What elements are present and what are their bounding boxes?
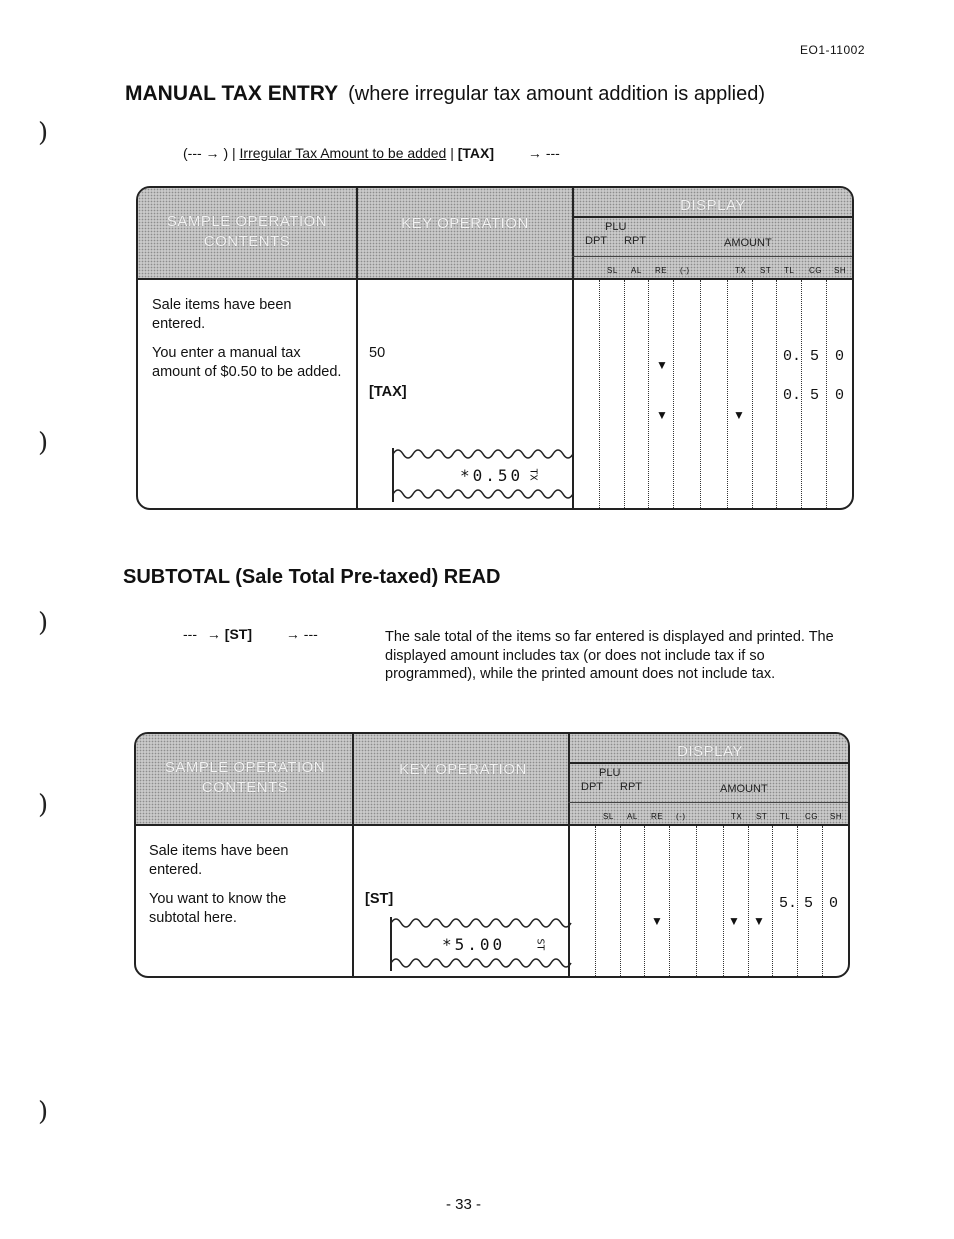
header-display: DISPLAY (677, 743, 743, 760)
display-digit: 5 (804, 895, 814, 912)
display-guide (599, 280, 600, 508)
section-title-manual-tax (125, 82, 765, 106)
display-guide (723, 826, 724, 976)
indicator-label: SH (834, 266, 847, 275)
display-guide (822, 826, 823, 976)
binder-mark: ) (38, 428, 49, 458)
label-rpt: RPT (624, 235, 646, 247)
indicator-label: TX (731, 812, 743, 821)
display-guide (624, 280, 625, 508)
seq-start: --- (183, 626, 197, 642)
display-guide (727, 280, 728, 508)
indicator-triangle: ▼ (656, 408, 668, 422)
receipt-amount: *0.50 (460, 466, 524, 485)
indicator-label: SL (603, 812, 614, 821)
header-sample-operation: SAMPLE OPERATION CONTENTS (164, 759, 326, 796)
column-divider (352, 734, 354, 976)
seq-end: --- (545, 145, 560, 161)
binder-mark: ) (38, 118, 49, 148)
display-guide (776, 280, 777, 508)
indicator-label: CG (809, 266, 822, 275)
seq-bar: | (232, 145, 236, 161)
display-digit: 0 (835, 387, 845, 404)
indicator-label: RE (655, 266, 668, 275)
receipt-amount: *5.00 (442, 935, 506, 954)
header-sample-operation: SAMPLE OPERATION CONTENTS (166, 213, 328, 250)
display-divider (572, 216, 852, 218)
contents-text: You want to know the subtotal here. (149, 891, 287, 926)
receipt-symbol: ST (534, 938, 546, 951)
indicator-label: (-) (680, 266, 690, 275)
display-digit: 0 (829, 895, 839, 912)
receipt-symbol: TX (527, 468, 539, 481)
contents-text: You enter a manual tax amount of $0.50 to be added. (152, 345, 342, 380)
label-plu: PLU (605, 221, 627, 233)
section-title-text: MANUAL TAX ENTRY (125, 82, 339, 105)
header-display: DISPLAY (680, 197, 746, 214)
display-guide (648, 280, 649, 508)
label-amount: AMOUNT (720, 783, 768, 795)
seq-item: Irregular Tax Amount to be added (239, 145, 447, 161)
key-entry-50: 50 (369, 345, 386, 361)
section-title-subtotal: SUBTOTAL (Sale Total Pre-taxed) READ (123, 566, 501, 588)
seq-end: --- (303, 626, 318, 642)
indicator-label: AL (631, 266, 642, 275)
page-number: - 33 - (446, 1196, 482, 1213)
display-divider (568, 802, 848, 803)
display-digit: 5. (779, 895, 798, 912)
seq-key-st: [ST] (224, 626, 252, 642)
display-guide (772, 826, 773, 976)
indicator-label: ST (760, 266, 772, 275)
binder-mark: ) (38, 1097, 49, 1127)
display-guide (700, 280, 701, 508)
seq-close: ) (223, 145, 229, 161)
indicator-label: SH (830, 812, 843, 821)
indicator-triangle: ▼ (728, 914, 740, 928)
document-code: EO1-11002 (800, 43, 865, 57)
display-guide (595, 826, 596, 976)
display-guide (644, 826, 645, 976)
section-subtitle: (where irregular tax amount addition is applied) (348, 83, 765, 105)
column-divider (356, 188, 358, 508)
display-divider (568, 762, 848, 764)
key-sequence-tax (183, 145, 560, 161)
contents-text: Sale items have been entered. (149, 843, 289, 878)
seq-bar: | (450, 145, 454, 161)
display-guide (620, 826, 621, 976)
binder-mark: ) (38, 608, 49, 638)
binder-mark: ) (38, 790, 49, 820)
display-divider (572, 256, 852, 257)
display-digit: 5 (810, 348, 820, 365)
display-digit: 0. (783, 348, 802, 365)
display-guide (669, 826, 670, 976)
display-guide (797, 826, 798, 976)
operation-table-subtotal (134, 732, 850, 978)
key-entry-st: [ST] (365, 891, 394, 907)
contents-text: Sale items have been entered. (152, 297, 292, 332)
indicator-triangle: ▼ (733, 408, 745, 422)
indicator-label: ST (756, 812, 768, 821)
display-guide (748, 826, 749, 976)
display-guide (826, 280, 827, 508)
subtotal-description: The sale total of the items so far entered is displayed and printed. The displayed amount includes tax (or does not include tax if so programmed), while the printed amount does not include tax. (385, 629, 834, 682)
label-amount: AMOUNT (724, 237, 772, 249)
label-rpt: RPT (620, 781, 642, 793)
display-guide (801, 280, 802, 508)
indicator-label: SL (607, 266, 618, 275)
seq-key-tax: [TAX] (457, 145, 495, 161)
arrow-right-icon: → (205, 145, 220, 161)
arrow-right-icon: → (285, 626, 300, 642)
indicator-triangle: ▼ (656, 358, 668, 372)
indicator-label: TL (784, 266, 795, 275)
header-divider (138, 278, 852, 280)
display-digit: 0 (835, 348, 845, 365)
indicator-label: TL (780, 812, 791, 821)
indicator-label: CG (805, 812, 818, 821)
indicator-triangle: ▼ (753, 914, 765, 928)
header-key-operation: KEY OPERATION (399, 761, 527, 778)
indicator-label: RE (651, 812, 664, 821)
display-guide (752, 280, 753, 508)
label-plu: PLU (599, 767, 621, 779)
arrow-right-icon: → (527, 145, 542, 161)
header-key-operation: KEY OPERATION (401, 215, 529, 232)
indicator-label: (-) (676, 812, 686, 821)
indicator-label: AL (627, 812, 638, 821)
display-guide (696, 826, 697, 976)
label-dpt: DPT (585, 235, 607, 247)
display-guide (673, 280, 674, 508)
indicator-label: TX (735, 266, 747, 275)
arrow-right-icon: → (206, 626, 221, 642)
key-sequence-st (183, 626, 318, 642)
seq-open: (--- (183, 145, 202, 161)
key-entry-tax: [TAX] (369, 384, 407, 400)
display-digit: 0. (783, 387, 802, 404)
header-divider (136, 824, 848, 826)
indicator-triangle: ▼ (651, 914, 663, 928)
operation-table-tax (136, 186, 854, 510)
label-dpt: DPT (581, 781, 603, 793)
display-digit: 5 (810, 387, 820, 404)
